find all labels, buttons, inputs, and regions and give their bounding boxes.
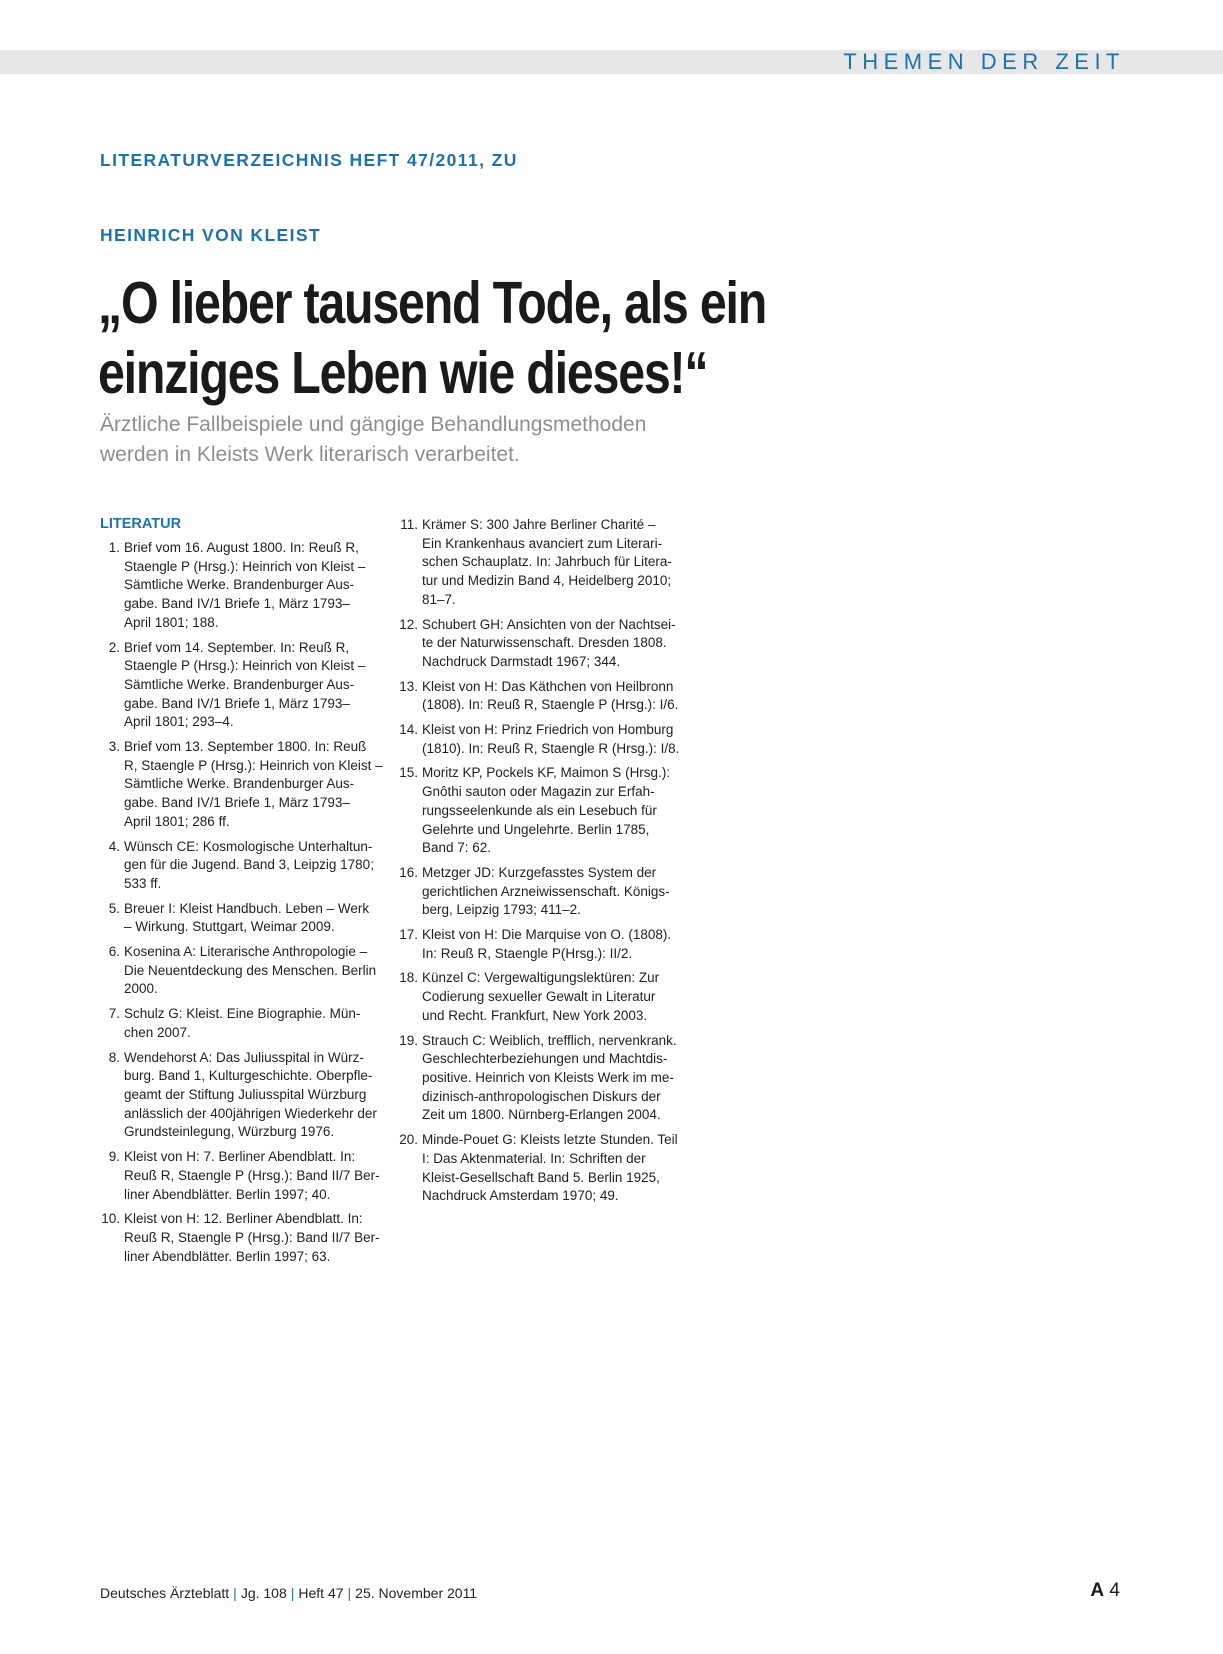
reference-line: Gnôthi sauton oder Magazin zur Erfah- (422, 784, 655, 800)
reference-number: 18. (399, 970, 418, 986)
reference-line: Kleist-Gesellschaft Band 5. Berlin 1925, (422, 1169, 660, 1185)
reference-line: Metzger JD: Kurzgefasstes System der (422, 864, 657, 880)
reference-item (100, 943, 380, 999)
reference-line: Brief vom 13. September 1800. In: Reuß (124, 739, 367, 755)
reference-number: 10. (101, 1211, 120, 1227)
reference-line: dizinisch-anthropologischen Diskurs der (422, 1088, 661, 1104)
issue: Heft 47 (298, 1585, 344, 1601)
kicker: LITERATURVERZEICHNIS HEFT 47/2011, ZU (100, 150, 518, 170)
reference-number: 2. (108, 639, 120, 655)
reference-line: liner Abendblätter. Berlin 1997; 40. (124, 1186, 331, 1202)
reference-line: April 1801; 286 ff. (124, 813, 230, 829)
reference-number: 16. (399, 864, 418, 880)
reference-line: 81–7. (422, 591, 456, 607)
reference-line: Minde-Pouet G: Kleists letzte Stunden. Teil (422, 1132, 678, 1148)
reference-line: R, Staengle P (Hrsg.): Heinrich von Kleist – (124, 757, 383, 773)
separator: | (233, 1585, 237, 1601)
reference-line: (1810). In: Reuß R, Staengle R (Hrsg.): I/8. (422, 740, 680, 756)
reference-line: Kleist von H: Die Marquise von O. (1808). (422, 927, 672, 943)
reference-line: Sämtliche Werke. Brandenburger Aus- (124, 577, 355, 593)
reference-line: Staengle P (Hrsg.): Heinrich von Kleist – (124, 658, 366, 674)
reference-line: Band 7: 62. (422, 840, 492, 856)
reference-line: Wünsch CE: Kosmologische Unterhaltun- (124, 838, 373, 854)
reference-line: Ein Krankenhaus avanciert zum Literari- (422, 535, 663, 551)
reference-line: Krämer S: 300 Jahre Berliner Charité – (422, 517, 656, 532)
reference-line: Breuer I: Kleist Handbuch. Leben – Werk (124, 900, 370, 916)
reference-line: Zeit um 1800. Nürnberg-Erlangen 2004. (422, 1107, 661, 1123)
reference-line: positive. Heinrich von Kleists Werk im me- (422, 1069, 674, 1085)
reference-line: Kleist von H: Das Käthchen von Heilbronn (422, 678, 674, 694)
headline (98, 268, 1098, 408)
reference-line: Kleist von H: 7. Berliner Abendblatt. In: (124, 1149, 356, 1165)
reference-line: Brief vom 16. August 1800. In: Reuß R, (124, 540, 359, 555)
reference-line: Kosenina A: Literarische Anthropologie – (124, 944, 368, 960)
reference-line: Brief vom 14. September. In: Reuß R, (124, 639, 350, 655)
page-number-value: 4 (1109, 1580, 1120, 1601)
reference-item (100, 1148, 380, 1204)
reference-line: 533 ff. (124, 875, 162, 891)
reference-item (398, 721, 688, 758)
reference-number: 17. (399, 927, 418, 943)
reference-line: (1808). In: Reuß R, Staengle P (Hrsg.): I/6. (422, 697, 679, 713)
reference-line: In: Reuß R, Staengle P(Hrsg.): II/2. (422, 945, 633, 961)
reference-item (100, 1005, 380, 1042)
headline-line: einziges Leben wie dieses!“ (98, 340, 708, 406)
reference-item (398, 1032, 688, 1126)
reference-line: Nachdruck Amsterdam 1970; 49. (422, 1188, 619, 1204)
reference-item (100, 738, 383, 832)
reference-number: 11. (400, 517, 418, 532)
reference-line: chen 2007. (124, 1024, 191, 1040)
reference-number: 19. (399, 1032, 418, 1048)
reference-line: April 1801; 188. (124, 614, 219, 630)
reference-line: Reuß R, Staengle P (Hrsg.): Band II/7 Ber- (124, 1229, 380, 1245)
reference-number: 9. (108, 1149, 120, 1165)
reference-item (398, 764, 688, 858)
separator: | (290, 1585, 295, 1601)
headline-line: „O lieber tausend Tode, als ein (98, 270, 767, 336)
literature-heading: LITERATUR (100, 516, 182, 532)
reference-item (398, 616, 688, 672)
reference-item (100, 539, 380, 633)
reference-number: 1. (108, 540, 120, 555)
reference-line: Die Neuentdeckung des Menschen. Berlin (124, 962, 377, 978)
reference-line: – Wirkung. Stuttgart, Weimar 2009. (124, 919, 335, 935)
subtitle (100, 410, 820, 470)
subtitle-line: Ärztliche Fallbeispiele und gängige Behandlungsmethoden (100, 413, 647, 436)
reference-item (100, 1210, 380, 1266)
reference-line: gerichtlichen Arzneiwissenschaft. Königs- (422, 883, 670, 899)
reference-line: Sämtliche Werke. Brandenburger Aus- (124, 776, 355, 792)
reference-number: 6. (108, 944, 120, 960)
reference-line: Reuß R, Staengle P (Hrsg.): Band II/7 Ber- (124, 1167, 380, 1183)
journal-name: Deutsches Ärzteblatt (100, 1585, 230, 1601)
reference-line: Sämtliche Werke. Brandenburger Aus- (124, 676, 355, 692)
reference-item (398, 678, 688, 715)
reference-line: Staengle P (Hrsg.): Heinrich von Kleist – (124, 558, 366, 574)
reference-line: April 1801; 293–4. (124, 714, 234, 730)
reference-item (100, 838, 380, 894)
reference-item (398, 926, 688, 963)
reference-line: Schubert GH: Ansichten von der Nachtsei- (422, 616, 676, 632)
reference-line: Geschlechterbeziehungen und Machtdis- (422, 1051, 668, 1067)
reference-line: tur und Medizin Band 4, Heidelberg 2010; (422, 573, 672, 589)
reference-line: anlässlich der 400jährigen Wiederkehr der (124, 1105, 377, 1121)
reference-line: Strauch C: Weiblich, trefflich, nervenkrank. (422, 1032, 677, 1048)
reference-item (100, 639, 380, 733)
page-number (1090, 1579, 1120, 1603)
page-prefix: A (1090, 1580, 1105, 1601)
reference-line: Künzel C: Vergewaltigungslektüren: Zur (422, 970, 660, 986)
reference-line: schen Schauplatz. In: Jahrbuch für Litera- (422, 554, 672, 570)
reference-line: und Recht. Frankfurt, New York 2003. (422, 1007, 648, 1023)
reference-line: rungsseelenkunde als ein Lesebuch für (422, 802, 657, 818)
reference-line: gen für die Jugend. Band 3, Leipzig 1780; (124, 857, 374, 873)
reference-line: Codierung sexueller Gewalt in Literatur (422, 989, 656, 1005)
reference-item (398, 864, 688, 920)
reference-line: 2000. (124, 981, 158, 997)
subtitle-line: werden in Kleists Werk literarisch verarbeitet. (100, 443, 520, 466)
reference-line: liner Abendblätter. Berlin 1997; 63. (124, 1248, 331, 1264)
issue-date: 25. November 2011 (355, 1585, 478, 1601)
reference-number: 7. (108, 1006, 120, 1022)
reference-number: 4. (108, 838, 120, 854)
reference-item (398, 969, 688, 1025)
reference-line: geamt der Stiftung Juliusspital Würzburg (124, 1086, 367, 1102)
reference-line: gabe. Band IV/1 Briefe 1, März 1793– (124, 795, 350, 811)
reference-line: te der Naturwissenschaft. Dresden 1808. (422, 635, 667, 651)
reference-number: 15. (399, 765, 418, 781)
references-column-left (100, 515, 383, 1272)
reference-line: Grundsteinlegung, Würzburg 1976. (124, 1124, 335, 1140)
reference-item (100, 1049, 380, 1143)
reference-number: 20. (399, 1132, 418, 1148)
footer (100, 1583, 477, 1603)
reference-line: Nachdruck Darmstadt 1967; 344. (422, 653, 621, 669)
reference-line: berg, Leipzig 1793; 411–2. (422, 902, 581, 918)
reference-line: gabe. Band IV/1 Briefe 1, März 1793– (124, 695, 350, 711)
reference-number: 8. (108, 1049, 120, 1065)
reference-line: Schulz G: Kleist. Eine Biographie. Mün- (124, 1006, 361, 1022)
section-label: THEMEN DER ZEIT (843, 49, 1125, 74)
reference-number: 14. (399, 722, 418, 738)
reference-item (398, 1131, 688, 1206)
reference-line: Wendehorst A: Das Juliusspital in Würz- (124, 1049, 364, 1065)
reference-line: I: Das Aktenmaterial. In: Schriften der (422, 1150, 646, 1166)
reference-number: 12. (399, 616, 418, 632)
references-column-right (398, 516, 688, 1212)
reference-number: 13. (399, 678, 418, 694)
volume: Jg. 108 (240, 1585, 287, 1601)
reference-line: Kleist von H: Prinz Friedrich von Homburg (422, 722, 674, 738)
reference-line: Moritz KP, Pockels KF, Maimon S (Hrsg.): (422, 765, 671, 781)
reference-line: gabe. Band IV/1 Briefe 1, März 1793– (124, 596, 350, 612)
reference-number: 3. (108, 739, 120, 755)
overline: HEINRICH VON KLEIST (100, 225, 322, 245)
separator: | (347, 1585, 352, 1601)
reference-line: Kleist von H: 12. Berliner Abendblatt. In: (124, 1211, 363, 1227)
reference-number: 5. (108, 900, 120, 916)
reference-item (100, 900, 380, 937)
reference-line: Gelehrte und Ungelehrte. Berlin 1785, (422, 821, 650, 837)
reference-item (398, 516, 688, 610)
reference-line: burg. Band 1, Kulturgeschichte. Oberpfle- (124, 1068, 373, 1084)
